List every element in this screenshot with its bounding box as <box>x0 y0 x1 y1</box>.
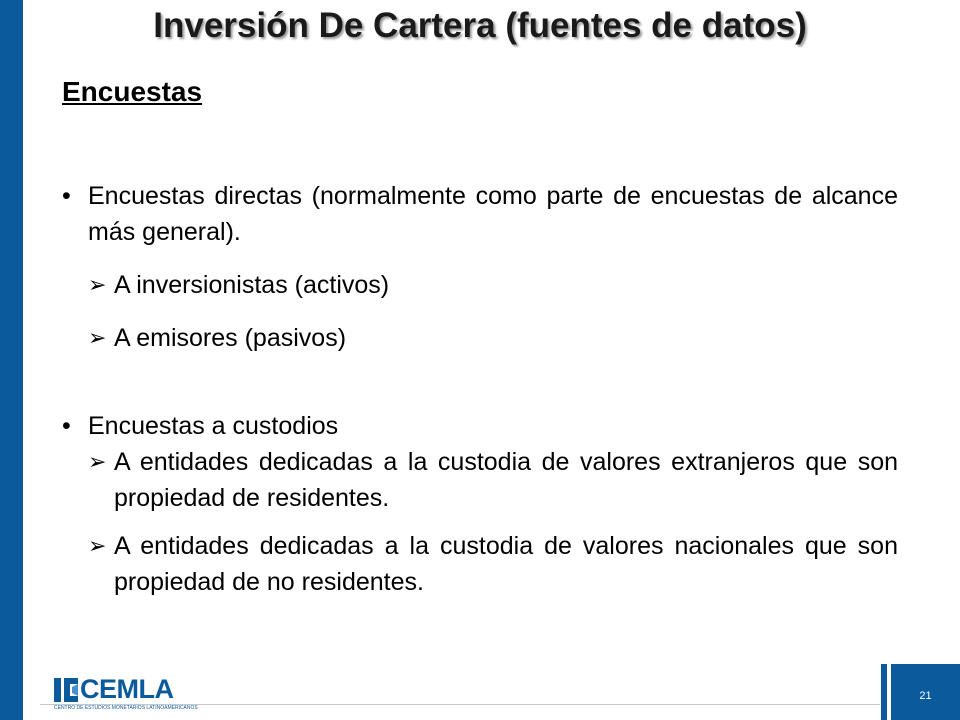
sub-bullet-item <box>62 528 898 600</box>
bullet-marker: • <box>62 412 71 440</box>
arrow-bullet-icon: ➢ <box>88 533 107 558</box>
cemla-logo <box>54 674 198 714</box>
section-heading: Encuestas <box>62 76 203 107</box>
cemla-logo-icon <box>54 676 80 704</box>
sub-bullet-text: A emisores (pasivos) <box>114 324 347 352</box>
arrow-bullet-icon: ➢ <box>88 272 107 297</box>
page-number: 21 <box>919 690 932 702</box>
sub-bullet-item <box>62 267 898 303</box>
slide-content <box>62 178 898 600</box>
bullet-text: Encuestas directas (normalmente como parte de encuestas de alcance más general). <box>88 182 898 246</box>
bullet-marker: • <box>62 182 71 210</box>
arrow-bullet-icon: ➢ <box>88 325 107 350</box>
footer-accent-bar <box>881 664 887 720</box>
logo-text: CEMLA <box>80 674 174 704</box>
logo-subtext: CENTRO DE ESTUDIOS MONETARIOS LATINOAMERICANOS <box>54 705 198 711</box>
bullet-text: Encuestas a custodios <box>88 412 339 440</box>
arrow-bullet-icon: ➢ <box>88 449 107 474</box>
slide-title: Inversión De Cartera (fuentes de datos) <box>153 6 807 45</box>
sub-bullet-text: A entidades dedicadas a la custodia de valores nacionales que son propiedad de no residentes. <box>114 532 898 596</box>
left-accent-bar <box>0 0 23 720</box>
sub-bullet-item <box>62 444 898 516</box>
sub-bullet-item <box>62 320 898 356</box>
sub-bullet-text: A entidades dedicadas a la custodia de valores extranjeros que son propiedad de residentes. <box>114 448 898 512</box>
bullet-item <box>62 178 898 250</box>
bullet-item <box>62 408 898 444</box>
sub-bullet-text: A inversionistas (activos) <box>114 271 390 299</box>
